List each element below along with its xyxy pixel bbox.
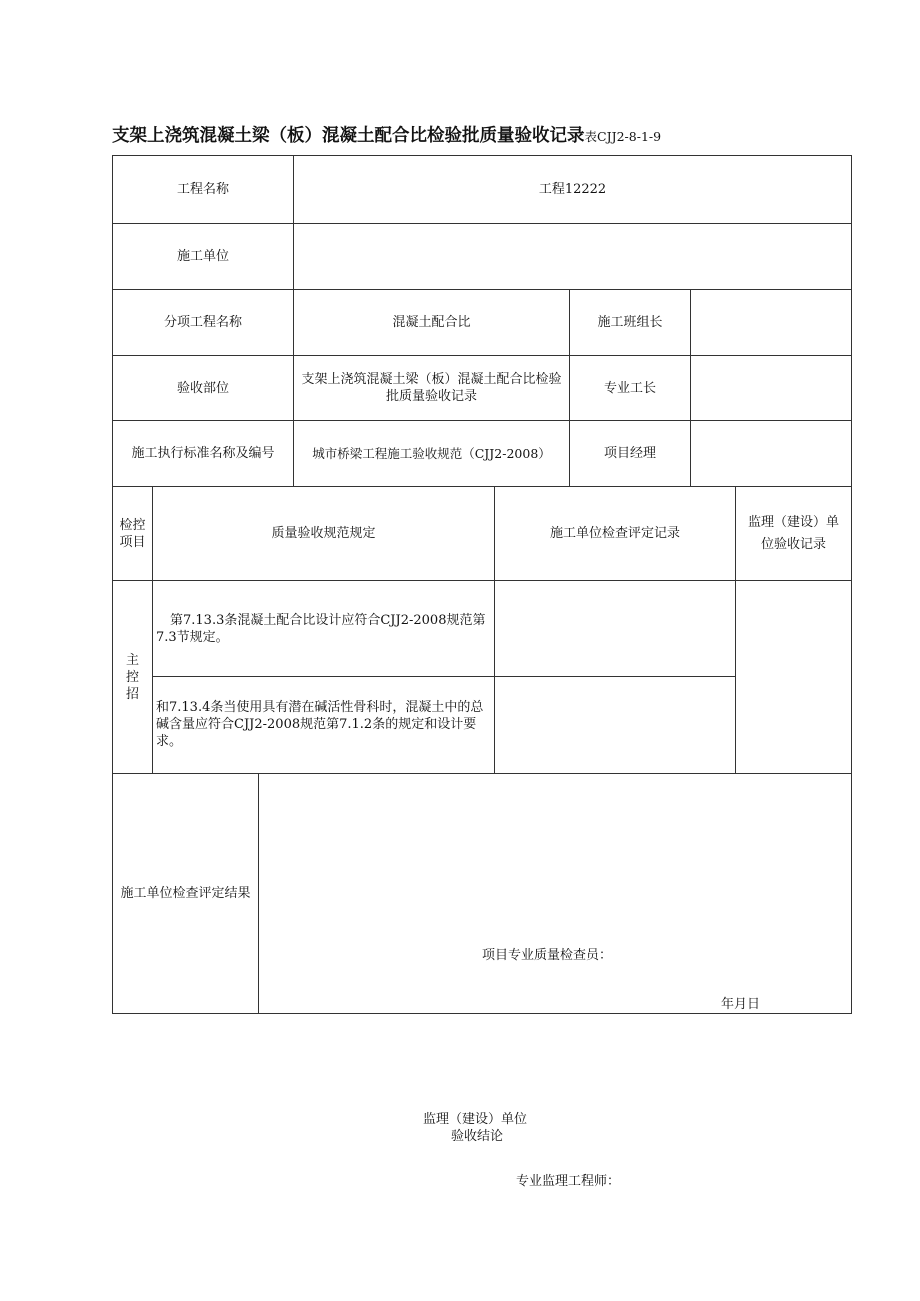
spec-header: 质量验收规范规定 bbox=[152, 486, 495, 581]
foreman-label: 专业工长 bbox=[569, 355, 691, 421]
page-title bbox=[112, 122, 852, 147]
project-name-label: 工程名称 bbox=[112, 155, 294, 224]
result-label: 施工单位检查评定结果 bbox=[112, 773, 259, 1014]
supervision-record-main bbox=[735, 580, 852, 774]
standard-label: 施工执行标准名称及编号 bbox=[112, 420, 294, 487]
result-date: 年月日 bbox=[721, 997, 761, 1012]
result-area bbox=[258, 773, 852, 1014]
foreman-value bbox=[690, 355, 852, 421]
spec-item-1: 第7.13.3条混凝土配合比设计应符合CJJ2-2008规范第7.3节规定。 bbox=[152, 580, 495, 677]
supervision-unit-line2: 验收结论 bbox=[451, 1129, 504, 1144]
construction-record-1 bbox=[494, 580, 736, 677]
construction-record-header: 施工单位检查评定记录 bbox=[494, 486, 736, 581]
construction-record-2 bbox=[494, 676, 736, 774]
main-control-label: 主控招 bbox=[112, 580, 153, 774]
manager-label: 项目经理 bbox=[569, 420, 691, 487]
subitem-value: 混凝土配合比 bbox=[293, 289, 570, 356]
check-item-header bbox=[112, 486, 153, 581]
construction-unit-value bbox=[293, 223, 852, 290]
quality-inspector: 项目专业质量检查员： bbox=[482, 948, 613, 963]
project-name-value: 工程12222 bbox=[293, 155, 852, 224]
subitem-label: 分项工程名称 bbox=[112, 289, 294, 356]
supervision-record-header: 监理（建设）单位验收记录 bbox=[735, 486, 852, 581]
acceptance-part-label: 验收部位 bbox=[112, 355, 294, 421]
check-item-line2: 项目 bbox=[119, 534, 146, 550]
form-code: 表CJJ2-8-1-9 bbox=[584, 129, 662, 144]
supervision-unit-line1: 监理（建设）单位 bbox=[423, 1112, 528, 1127]
construction-unit-label: 施工单位 bbox=[112, 223, 294, 290]
acceptance-part-value: 支架上浇筑混凝土梁（板）混凝土配合比检验批质量验收记录 bbox=[293, 355, 570, 421]
supervision-engineer: 专业监理工程师： bbox=[516, 1174, 621, 1189]
team-leader-value bbox=[690, 289, 852, 356]
standard-value: 城市桥梁工程施工验收规范（CJJ2-2008） bbox=[293, 420, 570, 487]
team-leader-label: 施工班组长 bbox=[569, 289, 691, 356]
title-main: 支架上浇筑混凝土梁（板）混凝土配合比检验批质量验收记录 bbox=[112, 126, 585, 146]
spec-item-2: 和7.13.4条当使用具有潜在碱活性骨科时，混凝土中的总碱含量应符合CJJ2-2008规范第7.1.2条的规定和设计要求。 bbox=[152, 676, 495, 774]
manager-value bbox=[690, 420, 852, 487]
check-item-line1: 检控 bbox=[119, 517, 146, 533]
